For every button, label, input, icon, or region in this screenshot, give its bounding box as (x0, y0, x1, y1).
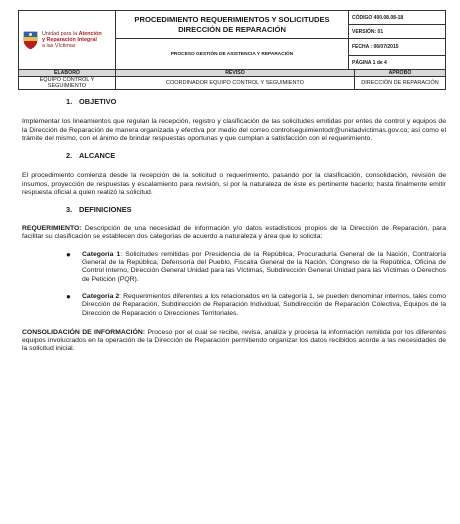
document-header (18, 10, 446, 70)
document-date: FECHA : 06/07/2015 (349, 39, 446, 56)
bullet-icon: ● (66, 291, 71, 301)
section-title-alcance: 2. ALCANCE (66, 151, 116, 161)
colombia-coat-of-arms-icon (22, 30, 39, 50)
definition-consolidacion: CONSOLIDACIÓN DE INFORMACIÓN: Proceso por el cual se recibe, revisa, analiza y procesa la información remitida por los diferentes equipos involucrados en la operación de la Dirección de Reparación permitiendo organizar los datos recibidos acorde a las necesidades de la solicitud inicial. (22, 328, 447, 353)
process-cell (116, 39, 349, 70)
document-title: PROCEDIMIENTO REQUERIMIENTOS Y SOLICITUDES DIRECCIÓN DE REPARACIÓN (134, 15, 330, 34)
category-list (22, 251, 446, 318)
alcance-text: El procedimiento comienza desde la recepción de la solicitud o requerimiento, pasando por la clasificación, consolidación, revisión de insumos, proyección de respuestas y escalamiento para revisión, si por la naturaleza de éste es pertinente hacerlo; hasta finalmente emitir respuesta oficial a quien realizó la solicitud. (22, 172, 446, 196)
label-elaboro: ELABORÓ (19, 70, 116, 77)
value-reviso: COORDINADOR EQUIPO CONTROL Y SEGUIMIENTO (116, 77, 355, 90)
label-aprobo: APROBÓ (355, 70, 446, 77)
unidad-logo (19, 11, 115, 69)
approval-table (18, 69, 446, 90)
value-aprobo: DIRECCIÓN DE REPARACIÓN (355, 77, 446, 90)
logo-wordmark: Unidad para la Atención y Reparación Integral a las Víctimas (42, 30, 102, 50)
term-requerimiento: REQUERIMIENTO: (22, 225, 82, 233)
document-code: CÓDIGO 400.08.08-18 (349, 11, 446, 25)
category-term: Categoría 2 (82, 292, 120, 300)
page-number: PÁGINA 1 de 4 (349, 56, 446, 70)
value-elaboro: EQUIPO CONTROL Y SEGUIMIENTO (19, 77, 116, 90)
objetivo-text: Implementar los lineamientos que regulan la recepción, registro y clasificación de las solicitudes emitidas por entes de control y equipos de la Dirección de Reparación de manera organizada y efectiva por medio del correo controlseguimientodr@unidadvictimas.gov.co; así como el trámite del mismo, con el ánimo de brindar respuestas oportunas y que cumplan a satisfacción con el requerimiento. (22, 118, 446, 142)
label-reviso: REVISÓ (116, 70, 355, 77)
list-item: ● Categoría 2: Requerimientos diferentes a los relacionados en la categoría 1, se pueden denominar internos, tales como Dirección de Reparación, Subdirección de Reparación Individual, Subdirección de Reparación Colectiva, Equipos de la Dirección de Reparación o Direcciones Territoriales. (66, 291, 446, 317)
document-body (22, 98, 446, 353)
category-term: Categoría 1 (82, 250, 121, 258)
list-item: ● Categoría 1: Solicitudes remitidas por Presidencia de la República, Procuraduría General de la Nación, Contraloría General de la República, Defensoría del Pueblo, Fiscalía General de la Nación, Congreso de la República, Oficina de Control Interno, Dirección General Unidad para las Víctimas, Subdirección General Unidad para las Víctimas o Derechos de Petición (PQR). (66, 249, 446, 283)
logo-cell (19, 11, 116, 70)
bullet-icon: ● (66, 249, 71, 259)
section-title-objetivo: 1. OBJETIVO (66, 97, 117, 107)
title-cell (116, 11, 349, 39)
definition-requerimiento: REQUERIMIENTO: Descripción de una necesidad de información y/o datos estadísticos propios de la Dirección de Reparación, para facilitar su clasificación se establecen dos categorías de acuerdo a naturaleza y área que lo solicita: (22, 225, 446, 241)
document-version: VERSIÓN: 01 (349, 25, 446, 39)
process-name: PROCESO GESTIÓN DE ASISTENCIA Y REPARACIÓN (170, 51, 294, 57)
section-title-definiciones: 3. DEFINICIONES (66, 205, 132, 215)
term-consolidacion: CONSOLIDACIÓN DE INFORMACIÓN: (22, 328, 146, 336)
